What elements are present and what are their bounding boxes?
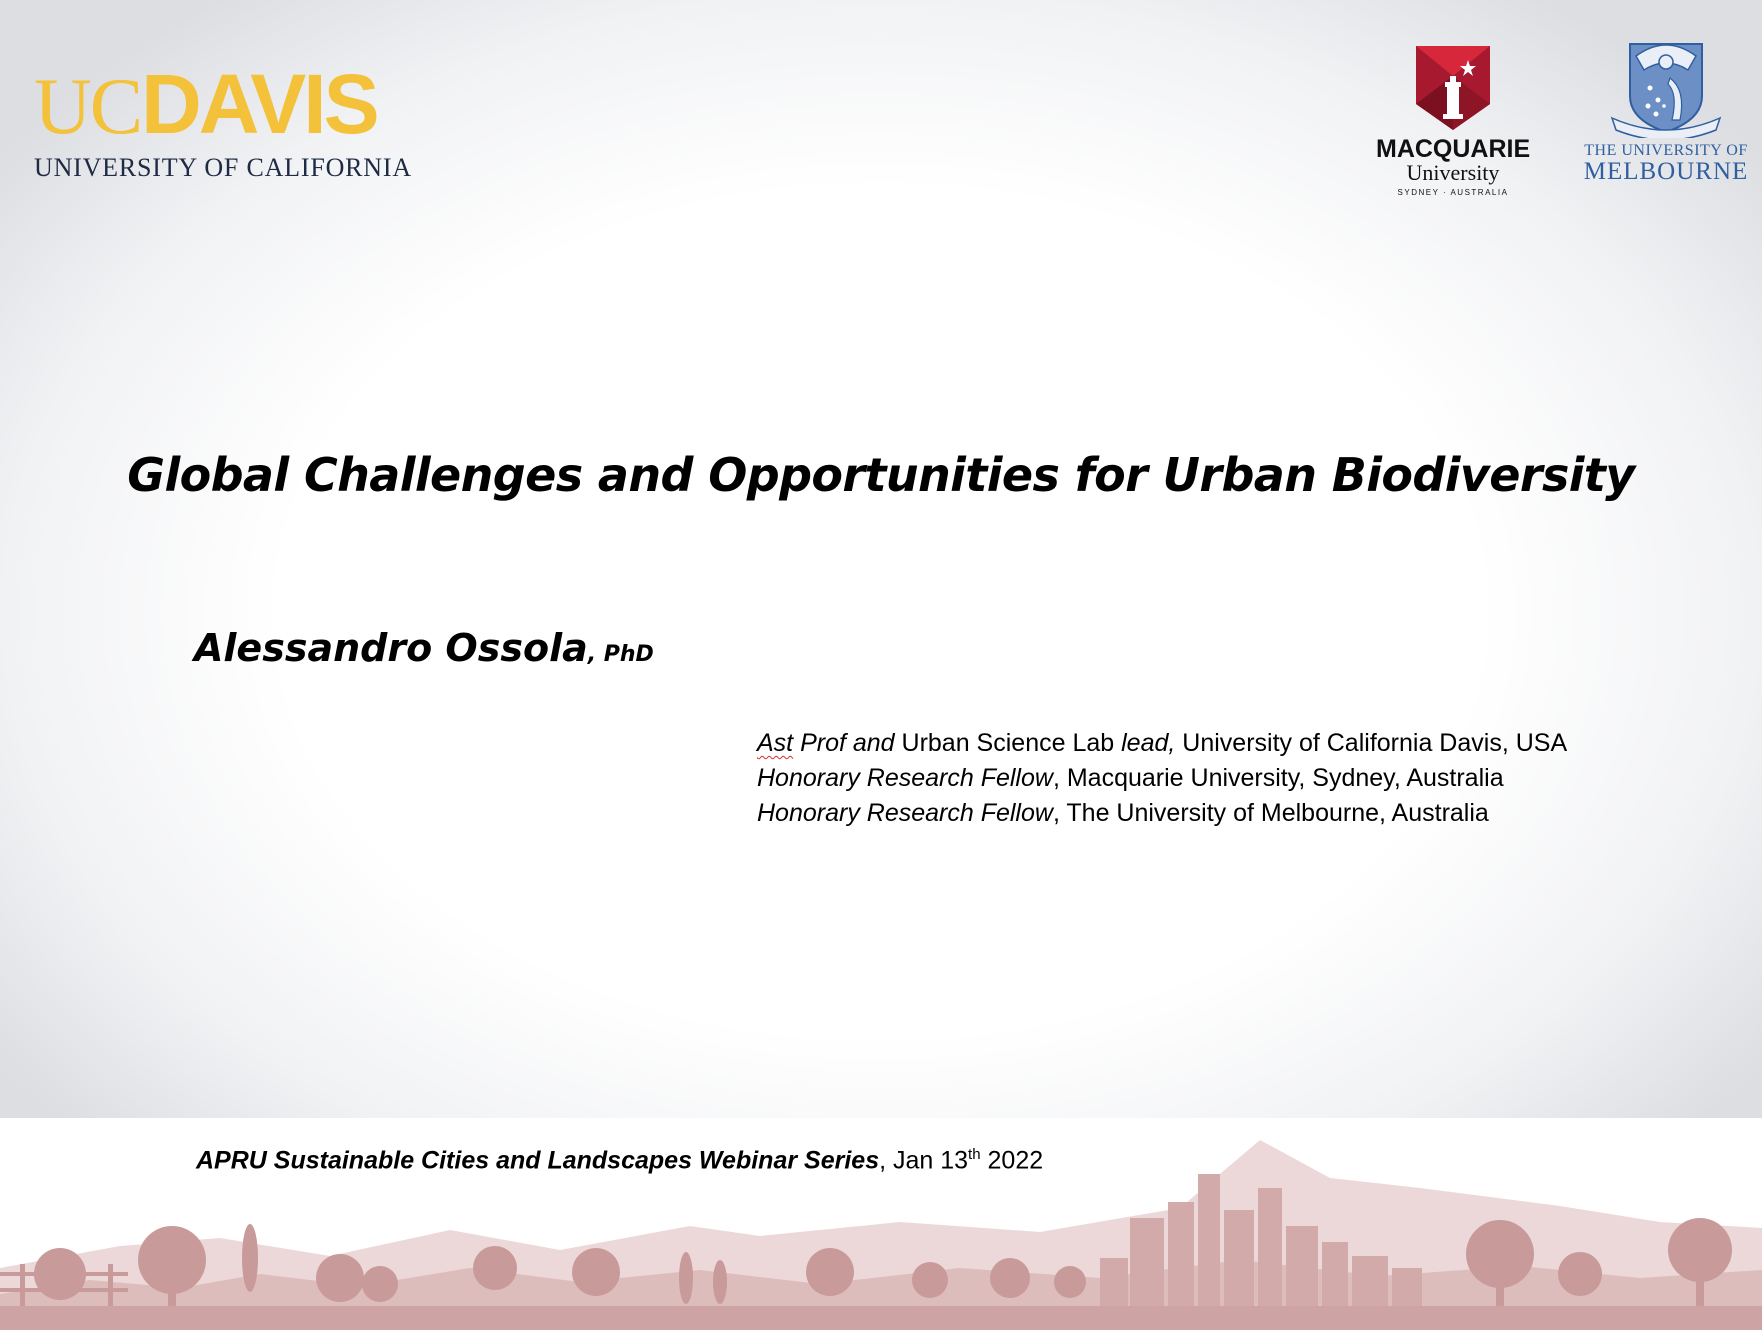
melbourne-crest-icon	[1606, 34, 1726, 138]
author	[194, 626, 654, 670]
ucdavis-davis: DAVIS	[141, 57, 377, 151]
webinar-caption	[196, 1146, 1043, 1175]
ucdavis-wordmark	[34, 57, 412, 151]
macquarie-shield-icon	[1416, 46, 1490, 130]
melbourne-the-university-of: THE UNIVERSITY OF	[1584, 142, 1748, 159]
macquarie-university: University	[1406, 160, 1500, 185]
affiliation-role: Honorary Research Fellow	[757, 799, 1053, 827]
ucdavis-logo	[34, 57, 412, 183]
slide-title: Global Challenges and Opportunities for Urban Biodiversity	[127, 448, 1635, 502]
macquarie-name: MACQUARIE	[1376, 135, 1531, 163]
affiliation-org: University of California Davis, USA	[1175, 729, 1568, 757]
melbourne-name: MELBOURNE	[1583, 158, 1749, 185]
author-degree: , PhD	[587, 642, 654, 667]
affiliation-org: , Macquarie University, Sydney, Australia	[1052, 764, 1504, 792]
affiliation-role: lead,	[1121, 729, 1176, 757]
affiliations	[757, 726, 1567, 831]
ucdavis-subtitle: UNIVERSITY OF CALIFORNIA	[34, 153, 412, 182]
author-name: Alessandro Ossola	[194, 626, 588, 670]
webinar-series: APRU Sustainable Cities and Landscapes Webinar Series	[196, 1146, 880, 1175]
webinar-year: 2022	[980, 1146, 1044, 1175]
affiliation-role: Ast	[757, 729, 794, 757]
webinar-date-suffix: th	[968, 1146, 981, 1163]
affiliation-line	[757, 796, 1567, 831]
affiliation-lab: Urban Science Lab	[894, 729, 1122, 757]
ucdavis-uc: UC	[34, 63, 142, 151]
macquarie-logo	[1376, 46, 1530, 197]
affiliation-line	[757, 761, 1567, 796]
affiliation-line	[757, 726, 1567, 761]
macquarie-location: SYDNEY · AUSTRALIA	[1397, 188, 1509, 197]
affiliation-role: Honorary Research Fellow	[757, 764, 1053, 792]
affiliation-role: Prof and	[793, 729, 895, 757]
melbourne-logo	[1578, 34, 1754, 184]
webinar-date: , Jan 13	[879, 1146, 969, 1175]
affiliation-org: , The University of Melbourne, Australia	[1052, 799, 1489, 827]
